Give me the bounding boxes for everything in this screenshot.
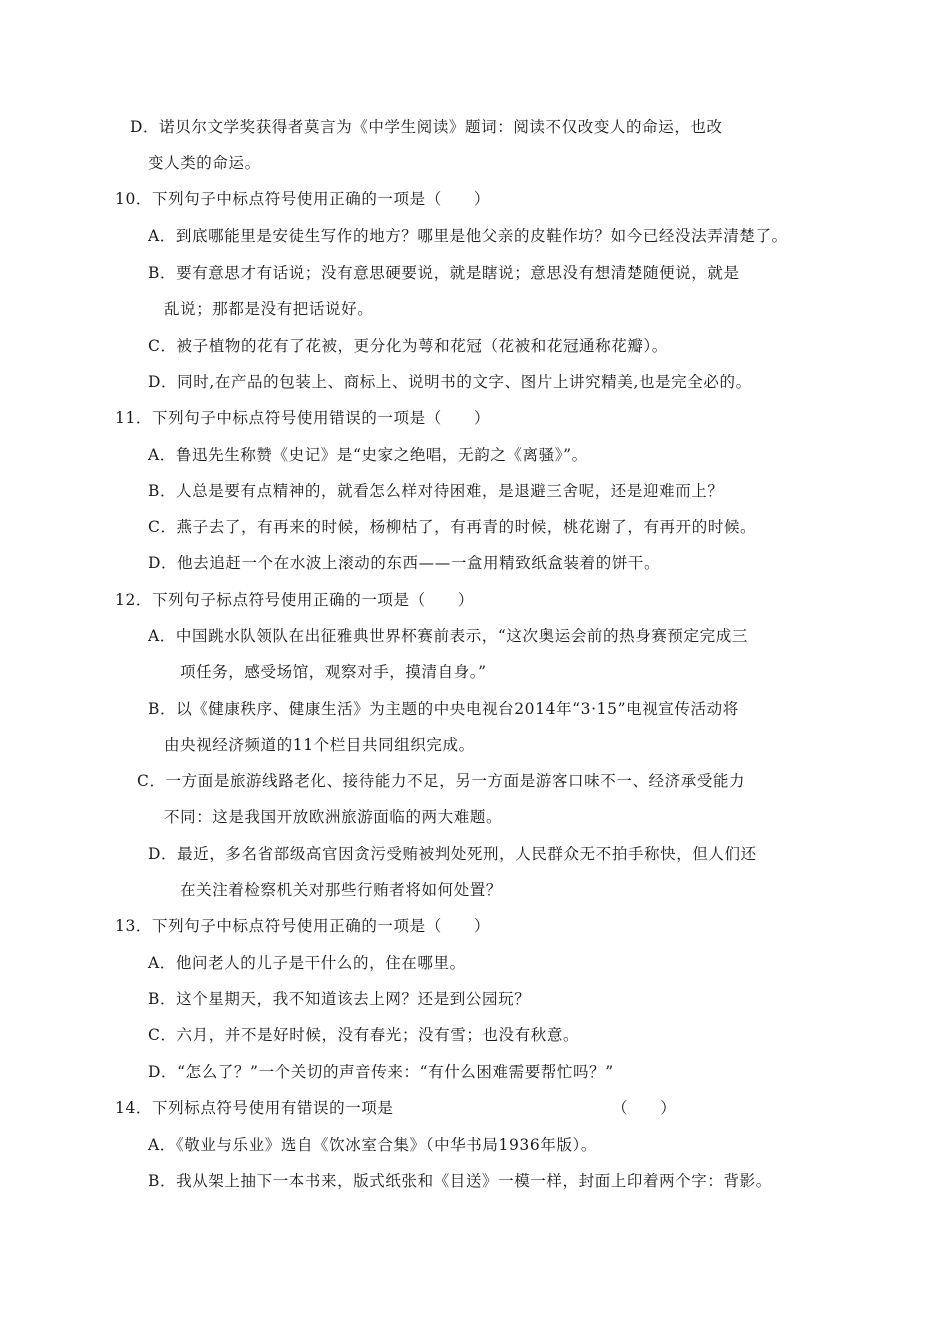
- q10-stem: 10．下列句子中标点符号使用正确的一项是（ ）: [115, 190, 491, 208]
- q12-option-c-line1: C．一方面是旅游线路老化、接待能力不足，另一方面是游客口味不一、经济承受能力: [137, 772, 746, 790]
- q11-option-d: D．他去追赶一个在水波上滚动的东西——一盒用精致纸盒装着的饼干。: [148, 554, 661, 572]
- q11-option-b: B．人总是要有点精神的，就看怎么样对待困难，是退避三舍呢，还是迎难而上？: [148, 482, 724, 500]
- q11-stem: 11．下列句子中标点符号使用错误的一项是（ ）: [115, 409, 491, 427]
- q12-stem: 12．下列句子标点符号使用正确的一项是（ ）: [115, 591, 475, 609]
- q13-option-c: C．六月，并不是好时候，没有春光；没有雪；也没有秋意。: [148, 1026, 580, 1044]
- q13-option-d: D．“怎么了？”一个关切的声音传来：“有什么困难需要帮忙吗？”: [148, 1063, 614, 1081]
- q13-option-a: A．他问老人的儿子是干什么的，住在哪里。: [148, 954, 466, 972]
- q9-option-d-line1: D．诺贝尔文学奖获得者莫言为《中学生阅读》题词：阅读不仅改变人的命运，也改: [130, 118, 723, 136]
- q12-option-d-line2: 在关注着检察机关对那些行贿者将如何处置？: [180, 881, 503, 899]
- q9-option-d-line2: 变人类的命运。: [148, 154, 261, 172]
- q10-option-b-line1: B．要有意思才有话说；没有意思硬要说，就是瞎说；意思没有想清楚随便说，就是: [148, 264, 740, 282]
- q11-option-c: C．燕子去了，有再来的时候，杨柳枯了，有再青的时候，桃花谢了，有再开的时候。: [148, 518, 757, 536]
- q14-answer-blank: （ ）: [612, 1099, 677, 1117]
- q14-option-b: B．我从架上抽下一本书来，版式纸张和《目送》一模一样，封面上印着两个字：背影。: [148, 1172, 772, 1190]
- q12-option-d-line1: D．最近，多名省部级高官因贪污受贿被判处死刑，人民群众无不拍手称快，但人们还: [148, 845, 757, 863]
- q10-option-b-line2: 乱说；那都是没有把话说好。: [164, 300, 374, 318]
- q12-option-a-line1: A．中国跳水队领队在出征雅典世界杯赛前表示，“这次奥运会前的热身赛预定完成三: [148, 627, 748, 645]
- q10-option-a: A．到底哪能里是安徒生写作的地方？哪里是他父亲的皮鞋作坊？如今已经没法弄清楚了。: [148, 227, 788, 245]
- q10-option-c: C．被子植物的花有了花被，更分化为萼和花冠（花被和花冠通称花瓣）。: [148, 337, 668, 355]
- q14-option-a: A．《敬业与乐业》选自《饮冰室合集》（中华书局1936年版）。: [148, 1136, 597, 1154]
- q11-option-a: A．鲁迅先生称赞《史记》是“史家之绝唱，无韵之《离骚》”。: [148, 446, 588, 464]
- q12-option-b-line1: B．以《健康秩序、健康生活》为主题的中央电视台2014年“3·15”电视宣传活动将: [148, 700, 739, 718]
- q12-option-a-line2: 项任务，感受场馆，观察对手，摸清自身。”: [180, 663, 487, 681]
- q12-option-c-line2: 不同：这是我国开放欧洲旅游面临的两大难题。: [164, 808, 503, 826]
- q13-stem: 13．下列句子中标点符号使用正确的一项是（ ）: [115, 917, 491, 935]
- q10-option-d: D．同时,在产品的包装上、商标上、说明书的文字、图片上讲究精美,也是完全必的。: [148, 373, 752, 391]
- q12-option-b-line2: 由央视经济频道的11个栏目共同组织完成。: [164, 736, 475, 754]
- q13-option-b: B．这个星期天，我不知道该去上网？还是到公园玩？: [148, 990, 531, 1008]
- q14-stem: 14．下列标点符号使用有错误的一项是: [115, 1099, 394, 1117]
